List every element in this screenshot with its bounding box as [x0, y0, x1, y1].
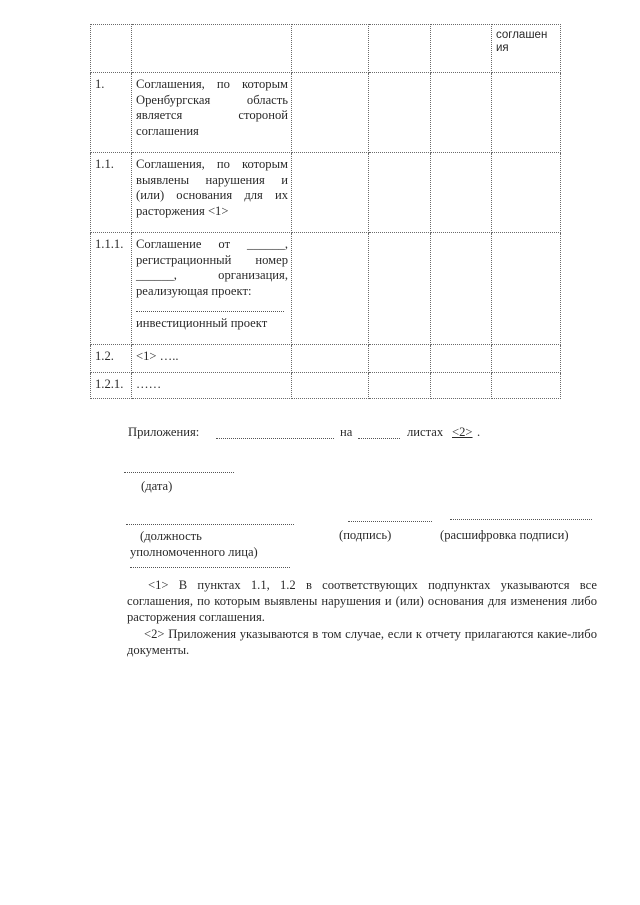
row-description: ……: [132, 373, 292, 399]
row-number: 1.1.1.: [91, 233, 132, 345]
table-cell: [132, 25, 292, 73]
table-cell: [492, 153, 561, 233]
table-cell: [369, 345, 431, 373]
header-agreement-cell: [492, 25, 561, 73]
table-cell: [369, 73, 431, 153]
attachments-period: .: [477, 425, 481, 439]
table-cell: [431, 345, 492, 373]
attachments-blank: [216, 438, 334, 439]
table-cell: [492, 233, 561, 345]
project-type: инвестиционный проект: [136, 316, 268, 330]
table-cell: [369, 373, 431, 399]
table-cell: [431, 73, 492, 153]
table-row: [91, 153, 561, 233]
blank-line: [136, 301, 284, 312]
position-label: (должность: [140, 529, 202, 543]
table-cell: [292, 233, 369, 345]
row-number: 1.1.: [91, 153, 132, 233]
signature-label: (подпись): [339, 528, 392, 542]
row-description: Соглашения, по которым выявлены нарушения и (или) основания для их расторжения <1>: [132, 153, 292, 233]
footnotes: [127, 577, 597, 658]
footnote-2: <2> Приложения указываются в том случае, если к отчету прилагаются какие-либо документы.: [127, 627, 597, 657]
row-number: 1.2.: [91, 345, 132, 373]
report-table: [90, 24, 561, 399]
position-label-2: уполномоченного лица): [130, 545, 258, 559]
table-cell: [369, 25, 431, 73]
table-cell: [431, 233, 492, 345]
sheets-count-blank: [358, 438, 400, 439]
footnote-separator: [130, 567, 290, 568]
table-row: [91, 345, 561, 373]
table-cell: [292, 345, 369, 373]
table-header-row: [91, 25, 561, 73]
signature-blank: [348, 521, 432, 522]
table-cell: [91, 25, 132, 73]
table-row: [91, 373, 561, 399]
table-cell: [292, 153, 369, 233]
table-cell: [369, 153, 431, 233]
table-cell: [492, 73, 561, 153]
table-cell: [292, 73, 369, 153]
row-number: 1.: [91, 73, 132, 153]
header-agreement-text: соглашен ия: [496, 29, 548, 54]
decode-label: (расшифровка подписи): [440, 528, 569, 542]
attachments-sheets: листах: [407, 425, 444, 439]
row-number: 1.2.1.: [91, 373, 132, 399]
row-description: <1> …..: [132, 345, 292, 373]
table-cell: [431, 153, 492, 233]
position-blank: [126, 524, 294, 525]
table-cell: [292, 373, 369, 399]
table-cell: [369, 233, 431, 345]
attachments-ref: <2>: [452, 425, 473, 439]
table-cell: [292, 25, 369, 73]
row-description: Соглашения, по которым Оренбургская область является стороной соглашения: [132, 73, 292, 153]
table-cell: [431, 373, 492, 399]
date-label: (дата): [141, 479, 173, 493]
row-description: Соглашение от ______, регистрационный номер ______, организация, реализующая проект: инвестиционный проект: [132, 233, 292, 345]
table-cell: [431, 25, 492, 73]
date-blank: [124, 472, 234, 473]
attachments-on: на: [340, 425, 353, 439]
footnote-1: <1> В пунктах 1.1, 1.2 в соответствующих подпунктах указываются все соглашения, по которым выявлены нарушения и (или) основания для изменения либо расторжения соглашения.: [127, 578, 597, 624]
table-row: [91, 233, 561, 345]
table-cell: [492, 373, 561, 399]
table-row: [91, 73, 561, 153]
attachments-label: Приложения:: [128, 425, 200, 439]
decode-blank: [450, 519, 592, 520]
table-cell: [492, 345, 561, 373]
